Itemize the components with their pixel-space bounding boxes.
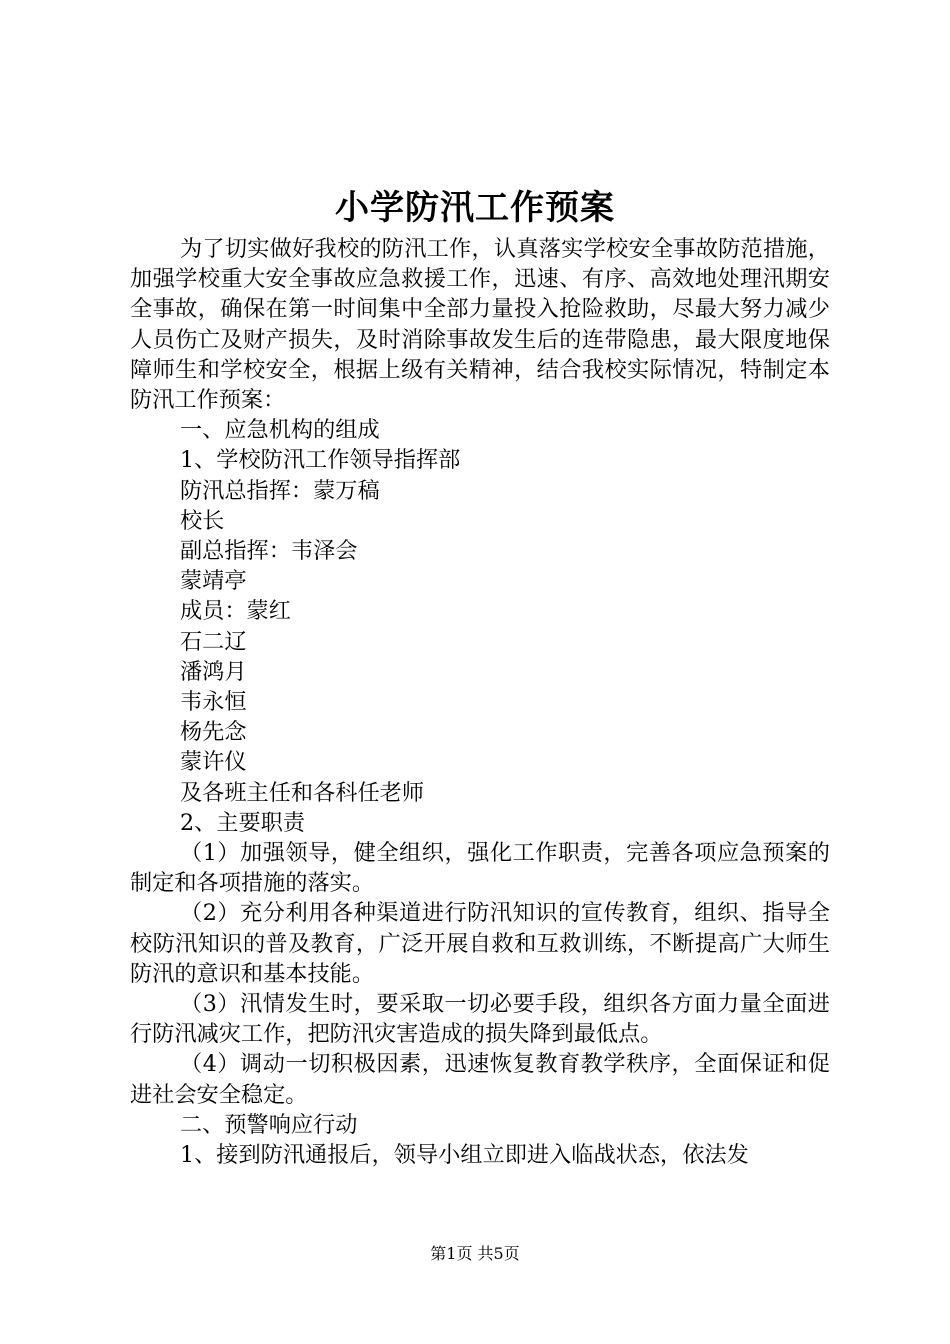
duty-item-1: （1）加强领导，健全组织，强化工作职责，完善各项应急预案的制定和各项措施的落实。 xyxy=(130,840,830,897)
member-name: 韦永恒 xyxy=(180,689,247,716)
document-body xyxy=(130,234,830,1170)
member-name: 潘鸿月 xyxy=(180,658,247,685)
paragraph-intro: 为了切实做好我校的防汛工作，认真落实学校安全事故防范措施，加强学校重大安全事故应急救援工作，迅速、有序、高效地处理汛期安全事故，确保在第一时间集中全部力量投入抢险救助，尽最大努力减少人员伤亡及财产损失，及时消除事故发生后的连带隐患，最大限度地保障师生和学校安全，根据上级有关精神，结合我校实际情况，特制定本防汛工作预案： xyxy=(130,236,830,414)
subsection-heading-1-1: 1、学校防汛工作领导指挥部 xyxy=(180,447,461,474)
member-name: 石二辽 xyxy=(180,628,247,655)
duty-item-3: （3）汛情发生时，要采取一切必要手段，组织各方面力量全面进行防汛减灾工作，把防汛灾害造成的损失降到最低点。 xyxy=(130,991,830,1048)
section-heading-2: 二、预警响应行动 xyxy=(180,1111,358,1138)
deputy-commander-name: 蒙靖亭 xyxy=(180,568,247,595)
duty-item-2: （2）充分利用各种渠道进行防汛知识的宣传教育，组织、指导全校防汛知识的普及教育，广泛开展自救和互救训练，不断提高广大师生防汛的意识和基本技能。 xyxy=(130,900,830,987)
deputy-commander-line: 副总指挥：韦泽会 xyxy=(180,538,358,565)
response-item-1: 1、接到防汛通报后，领导小组立即进入临战状态，依法发 xyxy=(180,1142,749,1169)
section-heading-1: 一、应急机构的组成 xyxy=(180,417,380,444)
page-footer: 第1页 共5页 xyxy=(430,1244,520,1263)
commander-line: 防汛总指挥：蒙万稿 xyxy=(180,477,380,504)
members-note: 及各班主任和各科任老师 xyxy=(180,779,425,806)
document-title: 小学防汛工作预案 xyxy=(335,188,615,228)
members-line: 成员：蒙红 xyxy=(180,598,291,625)
commander-title: 校长 xyxy=(180,507,225,534)
member-name: 蒙许仪 xyxy=(180,749,247,776)
duty-item-4: （4）调动一切积极因素，迅速恢复教育教学秩序，全面保证和促进社会安全稳定。 xyxy=(130,1051,830,1108)
member-name: 杨先念 xyxy=(180,719,247,746)
subsection-heading-1-2: 2、主要职责 xyxy=(180,809,306,836)
